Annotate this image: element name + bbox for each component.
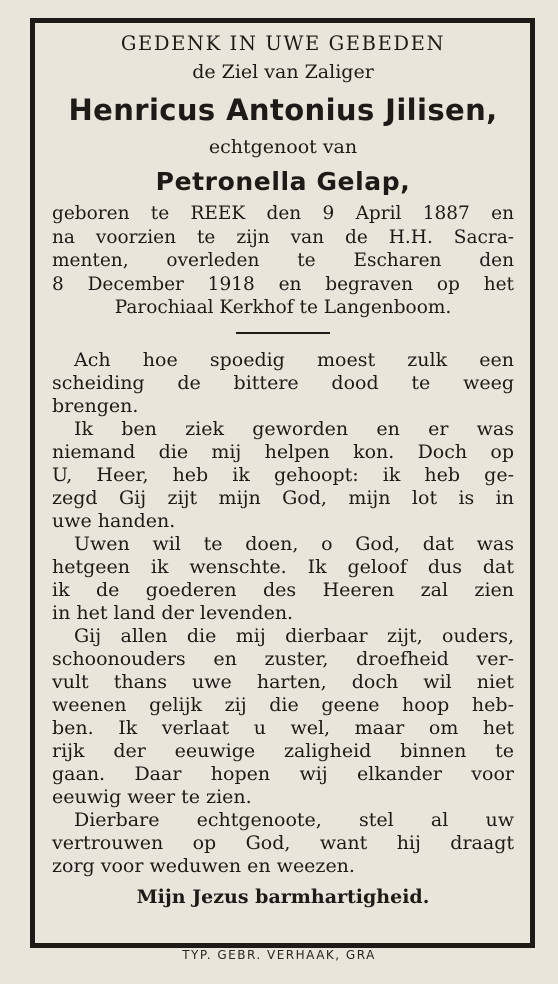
prayer-line: zorg voor weduwen en weezen.	[52, 854, 355, 877]
prayer-line: eeuwig weer te zien.	[52, 785, 252, 808]
prayer-line: gaan. Daar hopen wij elkander voor	[52, 762, 514, 785]
biography	[52, 202, 514, 320]
printer-imprint: TYP. GEBR. VERHAAK, GRA	[182, 948, 376, 962]
prayer-line: Uwen wil te doen, o God, dat was	[74, 532, 514, 555]
prayer-line: ben. Ik verlaat u wel, maar om het	[52, 716, 514, 739]
heading: GEDENK IN UWE GEBEDEN	[120, 32, 446, 55]
prayer-line: ik de goederen des Heeren zal zien	[52, 578, 514, 601]
prayer-line: Ach hoe spoedig moest zulk een	[74, 348, 514, 371]
bio-line: 8 December 1918 en begraven op het	[52, 273, 514, 295]
bio-line: menten, overleden te Escharen den	[52, 250, 514, 271]
bio-line: Parochiaal Kerkhof te Langenboom.	[114, 297, 452, 318]
prayer-line: Gij allen die mij dierbaar zijt, ouders,	[74, 624, 514, 647]
prayer-line: scheiding de bittere dood te weeg	[52, 371, 514, 394]
deceased-name: Henricus Antonius Jilisen,	[68, 93, 498, 127]
closing-line: Mijn Jezus barmhartigheid.	[136, 885, 430, 908]
subheading: de Ziel van Zaliger	[192, 61, 374, 83]
prayer-line: vertrouwen op God, want hij draagt	[52, 831, 514, 854]
card-content	[52, 30, 514, 910]
prayer-line: zegd Gij zijt mijn God, mijn lot is in	[52, 486, 514, 509]
relation-text: echtgenoot van	[208, 136, 358, 158]
prayer-line: schoonouders en zuster, droefheid ver-	[52, 647, 514, 670]
prayer-line: vult thans uwe harten, doch wil niet	[52, 670, 514, 693]
prayer-text	[52, 349, 514, 878]
divider-rule	[236, 332, 330, 334]
prayer-line: in het land der levenden.	[52, 601, 294, 624]
bio-line: na voorzien te zijn van de H.H. Sacra-	[52, 226, 514, 248]
prayer-line: niemand die mij helpen kon. Doch op	[52, 440, 514, 463]
prayer-line: brengen.	[52, 394, 139, 417]
prayer-line: uwe handen.	[52, 509, 176, 532]
prayer-line: rijk der eeuwige zaligheid binnen te	[52, 739, 514, 762]
prayer-line: hetgeen ik wenschte. Ik geloof dus dat	[52, 555, 514, 578]
prayer-line: Dierbare echtgenoote, stel al uw	[74, 808, 514, 831]
prayer-line: U, Heer, heb ik gehoopt: ik heb ge-	[52, 463, 514, 486]
prayer-line: weenen gelijk zij die geene hoop heb-	[52, 693, 514, 716]
bio-line: geboren te REEK den 9 April 1887 en	[52, 203, 514, 224]
prayer-line: Ik ben ziek geworden en er was	[74, 417, 514, 440]
spouse-name: Petronella Gelap,	[155, 167, 411, 196]
